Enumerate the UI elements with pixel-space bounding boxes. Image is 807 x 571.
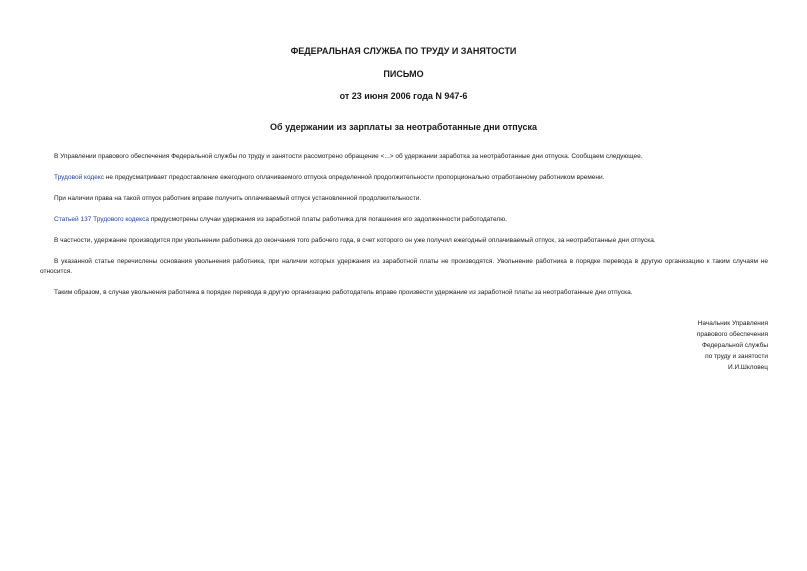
paragraph-6: В указанной статье перечислены основания увольнения работника, при наличии которых удержания из заработной платы не производятся. Увольнение работника в порядке перевода в другую организацию к таким случаям не относится. bbox=[40, 258, 768, 275]
paragraph-2-text: не предусматривает предоставление ежегодного оплачиваемого отпуска определенной продолжительности пропорционально отработанному работником времени. bbox=[104, 174, 605, 181]
signature-line-4: по труду и занятости bbox=[705, 353, 768, 360]
document-date-number: от 23 июня 2006 года N 947-6 bbox=[339, 91, 468, 101]
agency-title: ФЕДЕРАЛЬНАЯ СЛУЖБА ПО ТРУДУ И ЗАНЯТОСТИ bbox=[290, 46, 517, 56]
signature-line-2: правового обеспечения bbox=[696, 331, 768, 338]
signatory-name: И.И.Шкловец bbox=[727, 364, 768, 371]
paragraph-7: Таким образом, в случае увольнения работника в порядке перевода в другую организацию работодатель вправе произвести удержание из заработной платы за неотработанные дни отпуска. bbox=[54, 289, 633, 296]
paragraph-4-text: предусмотрены случаи удержания из заработной платы работника для погашения его задолженности работодателю. bbox=[148, 216, 507, 223]
signature-line-1: Начальник Управления bbox=[697, 320, 768, 327]
paragraph-1: В Управлении правового обеспечения Федеральной службы по труду и занятости рассмотрено обращение <...> об удержании заработка за неотработанные дни отпуска. Сообщаем следующее. bbox=[54, 153, 643, 160]
document-subject: Об удержании из зарплаты за неотработанные дни отпуска bbox=[270, 122, 537, 132]
article-137-link[interactable]: Статьей 137 Трудового кодекса bbox=[54, 216, 149, 223]
paragraph-3: При наличии права на такой отпуск работник вправе получить оплачиваемый отпуск установленной продолжительности. bbox=[54, 195, 422, 202]
signature-block bbox=[697, 318, 768, 373]
paragraph-2 bbox=[40, 173, 768, 183]
paragraph-5: В частности, удержание производится при увольнении работника до окончания того рабочего года, в счет которого он уже получил ежегодный оплачиваемый отпуск, за неотработанные дни отпуска. bbox=[54, 237, 656, 244]
document-type: ПИСЬМО bbox=[383, 69, 424, 79]
labor-code-link[interactable]: Трудовой кодекс bbox=[54, 174, 104, 181]
signature-line-3: Федеральной службы bbox=[701, 342, 768, 349]
paragraph-4 bbox=[40, 215, 768, 225]
